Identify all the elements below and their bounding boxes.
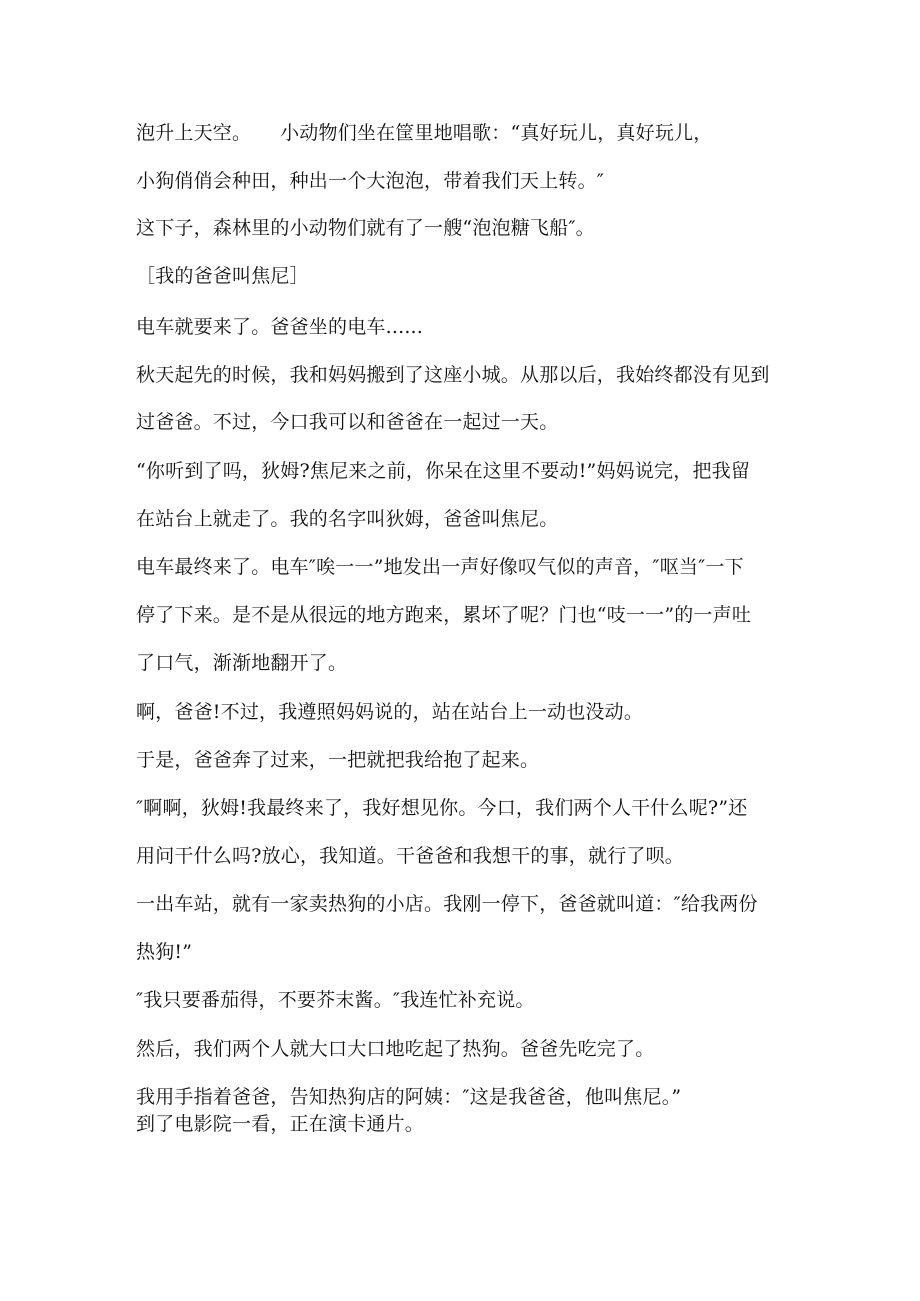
text-line: 过爸爸。不过，今口我可以和爸爸在一起过一天。 — [136, 411, 559, 433]
text-line: 一出车站，就有一家卖热狗的小店。我刚一停下，爸爸就叫道：″给我两份 — [136, 893, 758, 915]
text-line: 热狗!” — [136, 941, 193, 963]
text-line: 秋天起先的时候，我和妈妈搬到了这座小城。从那以后，我始终都没有见到 — [136, 364, 770, 386]
text-line: 到了电影院一看，正在演卡通片。 — [136, 1113, 425, 1135]
text-line: 用问干什么吗?放心，我知道。干爸爸和我想干的事，就行了呗。 — [136, 845, 684, 867]
text-line: 于是，爸爸奔了过来，一把就把我给抱了起来。 — [136, 749, 540, 771]
text-line: 啊，爸爸!不过，我遵照妈妈说的，站在站台上一动也没动。 — [136, 701, 644, 723]
text-line: 了口气，渐渐地翻开了。 — [136, 652, 348, 674]
text-line: 小狗俏俏会种田，种出一个大泡泡，带着我们天上转。″ — [136, 170, 605, 192]
text-line: “你听到了吗，狄姆?焦尼来之前，你呆在这里不要动!”妈妈说完，把我留 — [136, 460, 751, 482]
text-line: 电车最终来了。电车″唉一一”地发出一声好像叹气似的声音，″呕当″一下 — [136, 556, 744, 578]
text-line: 电车就要来了。爸爸坐的电车...... — [136, 316, 424, 338]
text-line: 我用手指着爸爸，告知热狗店的阿姨：″这是我爸爸，他叫焦尼。” — [136, 1086, 682, 1108]
text-line: 停了下来。是不是从很远的地方跑来，累坏了呢？门也“吱一一”的一声吐 — [136, 604, 752, 626]
text-line: 泡升上天空。 小动物们坐在筐里地唱歌：“真好玩儿，真好玩儿， — [136, 122, 713, 144]
section-heading: ［我的爸爸叫焦尼］ — [136, 265, 309, 287]
text-line: 然后，我们两个人就大口大口地吃起了热狗。爸爸先吃完了。 — [136, 1038, 655, 1060]
text-line: 在站台上就走了。我的名字叫狄姆，爸爸叫焦尼。 — [136, 508, 559, 530]
text-line: ″啊啊，狄姆!我最终来了，我好想见你。今口，我们两个人干什么呢?”还 — [136, 797, 748, 819]
text-line: ″我只要番茄得，不要芥末酱。″我连忙补充说。 — [136, 989, 535, 1011]
text-line: 这下子，森林里的小动物们就有了一艘“泡泡糖飞船″。 — [136, 217, 595, 239]
